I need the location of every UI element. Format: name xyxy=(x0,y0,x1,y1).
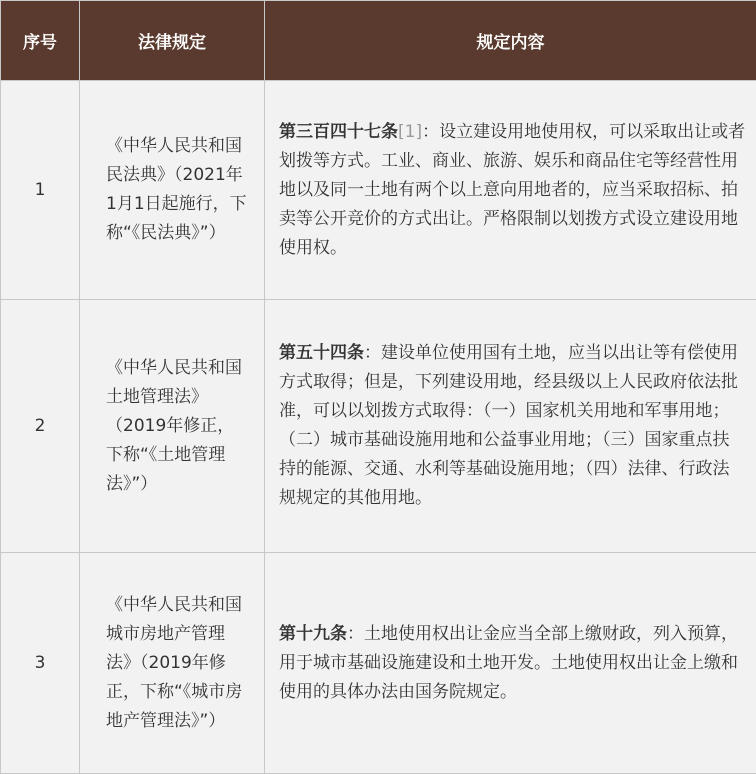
citation-link[interactable]: [1] xyxy=(398,122,422,142)
header-serial-number: 序号 xyxy=(1,1,80,81)
header-row xyxy=(1,1,756,81)
article-number: 第三百四十七条 xyxy=(279,122,398,142)
article-number: 第十九条 xyxy=(279,624,347,644)
article-text: ：土地使用权出让金应当全部上缴财政，列入预算，用于城市基础设施建设和土地开发。土地使用权出让金上缴和使用的具体办法由国务院规定。 xyxy=(279,624,738,702)
row-provision-content xyxy=(265,300,756,553)
row-provision-content xyxy=(265,553,756,774)
article-number: 第五十四条 xyxy=(279,343,364,363)
row-serial-number: 2 xyxy=(1,300,80,553)
article-text: ：建设单位使用国有土地，应当以出让等有偿使用方式取得；但是，下列建设用地，经县级以上人民政府依法批准，可以以划拨方式取得：（一）国家机关用地和军事用地；（二）城市基础设施用地和公益事业用地；（三）国家重点扶持的能源、交通、水利等基础设施用地；（四）法律、行政法规规定的其他用地。 xyxy=(279,343,738,508)
row-provision-content xyxy=(265,81,756,300)
table-row xyxy=(1,553,756,774)
header-provision-content: 规定内容 xyxy=(265,1,756,81)
row-law-name: 《中华人民共和国民法典》（2021年1月1日起施行，下称“《民法典》”） xyxy=(80,81,265,300)
header-legal-provision: 法律规定 xyxy=(80,1,265,81)
article-text: ：设立建设用地使用权，可以采取出让或者划拨等方式。工业、商业、旅游、娱乐和商品住宅等经营性用地以及同一土地有两个以上意向用地者的，应当采取招标、拍卖等公开竞价的方式出让。严格限制以划拨方式设立建设用地使用权。 xyxy=(279,122,745,258)
table-row xyxy=(1,300,756,553)
row-serial-number: 3 xyxy=(1,553,80,774)
table-row xyxy=(1,81,756,300)
row-serial-number: 1 xyxy=(1,81,80,300)
row-law-name: 《中华人民共和国城市房地产管理法》（2019年修正，下称“《城市房地产管理法》”） xyxy=(80,553,265,774)
row-law-name: 《中华人民共和国土地管理法》（2019年修正，下称“《土地管理法》”） xyxy=(80,300,265,553)
